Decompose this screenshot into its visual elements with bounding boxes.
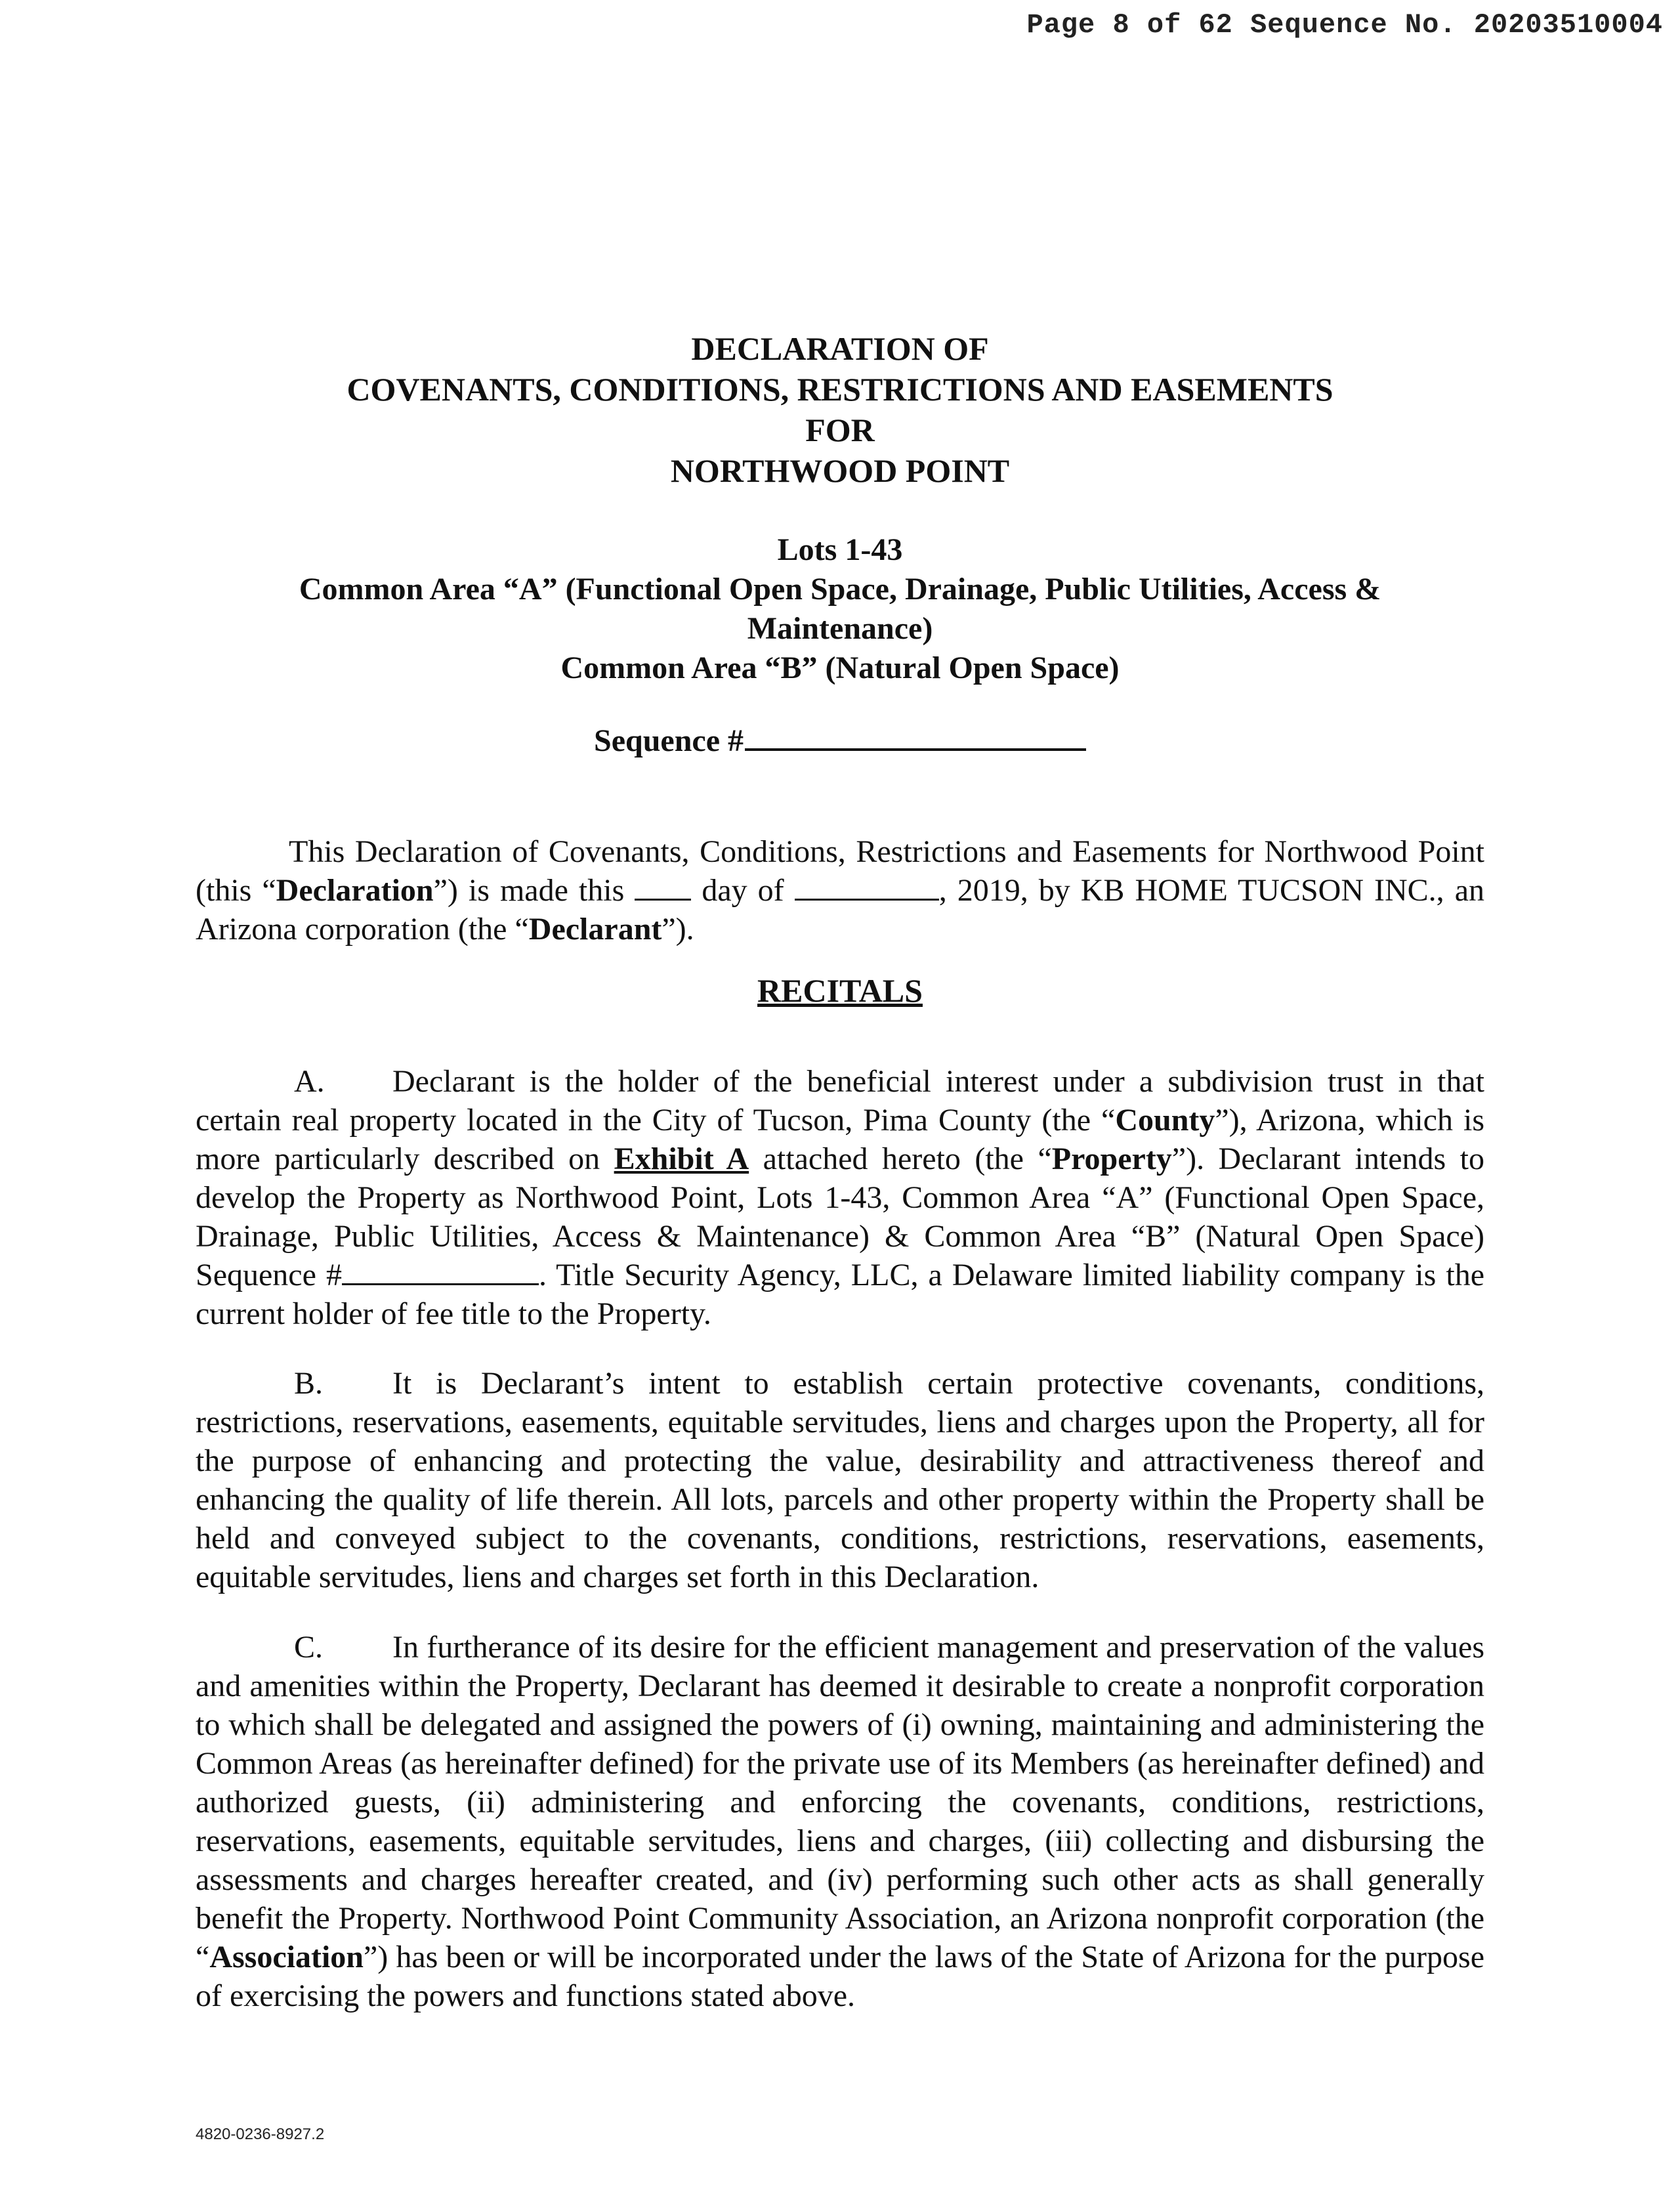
common-area-b-line: Common Area “B” (Natural Open Space) — [560, 650, 1120, 685]
document-id: 4820-0236-8927.2 — [196, 2125, 325, 2143]
subtitle-block — [236, 530, 1444, 688]
sequence-label: Sequence # — [594, 723, 744, 758]
property-term: Property — [1051, 1141, 1172, 1176]
intro-paragraph: This Declaration of Covenants, Conditions, Restrictions and Easements for Northwood Point (this “Declaration”) is made this day of , 2019, by KB HOME TUCSON INC., an Arizona corporation (the “Declarant”). — [196, 834, 1484, 947]
exhibit-a-term: Exhibit A — [614, 1141, 749, 1176]
declarant-term: Declarant — [528, 912, 662, 947]
title-line-4: NORTHWOOD POINT — [670, 452, 1010, 489]
title-line-3: FOR — [805, 412, 875, 448]
county-term: County — [1115, 1103, 1215, 1138]
sequence-field — [0, 718, 1680, 759]
recital-c-label: C. — [294, 1630, 324, 1665]
recital-b: B. It is Declarant’s intent to establish certain protective covenants, conditions, restrictions, reservations, easements, equitable servitudes, liens and charges upon the Property, all for the purpose of enhancing and protecting the value, desirability and attractiveness thereof and enhancing the quality of life therein. All lots, parcels and other property within the Property shall be held and conveyed subject to the covenants, conditions, restrictions, reservations, easements, equitable servitudes, liens and charges set forth in this Declaration. — [196, 1364, 1484, 1596]
common-area-a-line-1: Common Area “A” (Functional Open Space, Drainage, Public Utilities, Access & — [299, 572, 1381, 607]
month-blank — [795, 872, 939, 901]
title-line-1: DECLARATION OF — [691, 330, 989, 367]
sequence-blank — [745, 718, 1086, 751]
recital-b-label: B. — [294, 1366, 324, 1401]
sequence-number-blank — [342, 1257, 539, 1285]
recital-a-label: A. — [294, 1064, 325, 1099]
lots-line: Lots 1-43 — [777, 532, 903, 567]
recitals-heading: RECITALS — [757, 972, 923, 1009]
common-area-a-line-2: Maintenance) — [747, 611, 933, 646]
recital-a: A. Declarant is the holder of the beneficial interest under a subdivision trust in that certain real property located in the City of Tucson, Pima County (the “County”), Arizona, which is more particularly described on Exhibit A attached hereto (the “Property”). Declarant intends to develop the Property as Northwood Point, Lots 1-43, Common Area “A” (Functional Open Space, Drainage, Public Utilities, Access & Maintenance) & Common Area “B” (Natural Open Space) Sequence # . Title Security Agency, LLC, a Delaware limited liability company is the current holder of fee title to the Property. — [196, 1062, 1484, 1333]
association-term: Association — [209, 1940, 364, 1974]
day-blank — [635, 872, 691, 901]
recital-c: C. In furtherance of its desire for the efficient management and preservation of the values and amenities within the Property, Declarant has deemed it desirable to create a nonprofit corporation to which shall be delegated and assigned the powers of (i) owning, maintaining and administering the Common Areas (as hereinafter defined) for the private use of its Members (as hereinafter defined) and authorized guests, (ii) administering and enforcing the covenants, conditions, restrictions, reservations, easements, equitable servitudes, liens and charges, (iii) collecting and disbursing the assessments and charges hereafter created, and (iv) performing such other acts as shall generally benefit the Property. Northwood Point Community Association, an Arizona nonprofit corporation (the “Association”) has been or will be incorporated under the laws of the State of Arizona for the purpose of exercising the powers and functions stated above. — [196, 1628, 1484, 2015]
document-title — [197, 328, 1483, 491]
declaration-term: Declaration — [276, 873, 434, 908]
recording-stamp: Page 8 of 62 Sequence No. 20203510004 — [1026, 9, 1663, 41]
title-line-2: COVENANTS, CONDITIONS, RESTRICTIONS AND EASEMENTS — [346, 371, 1334, 408]
